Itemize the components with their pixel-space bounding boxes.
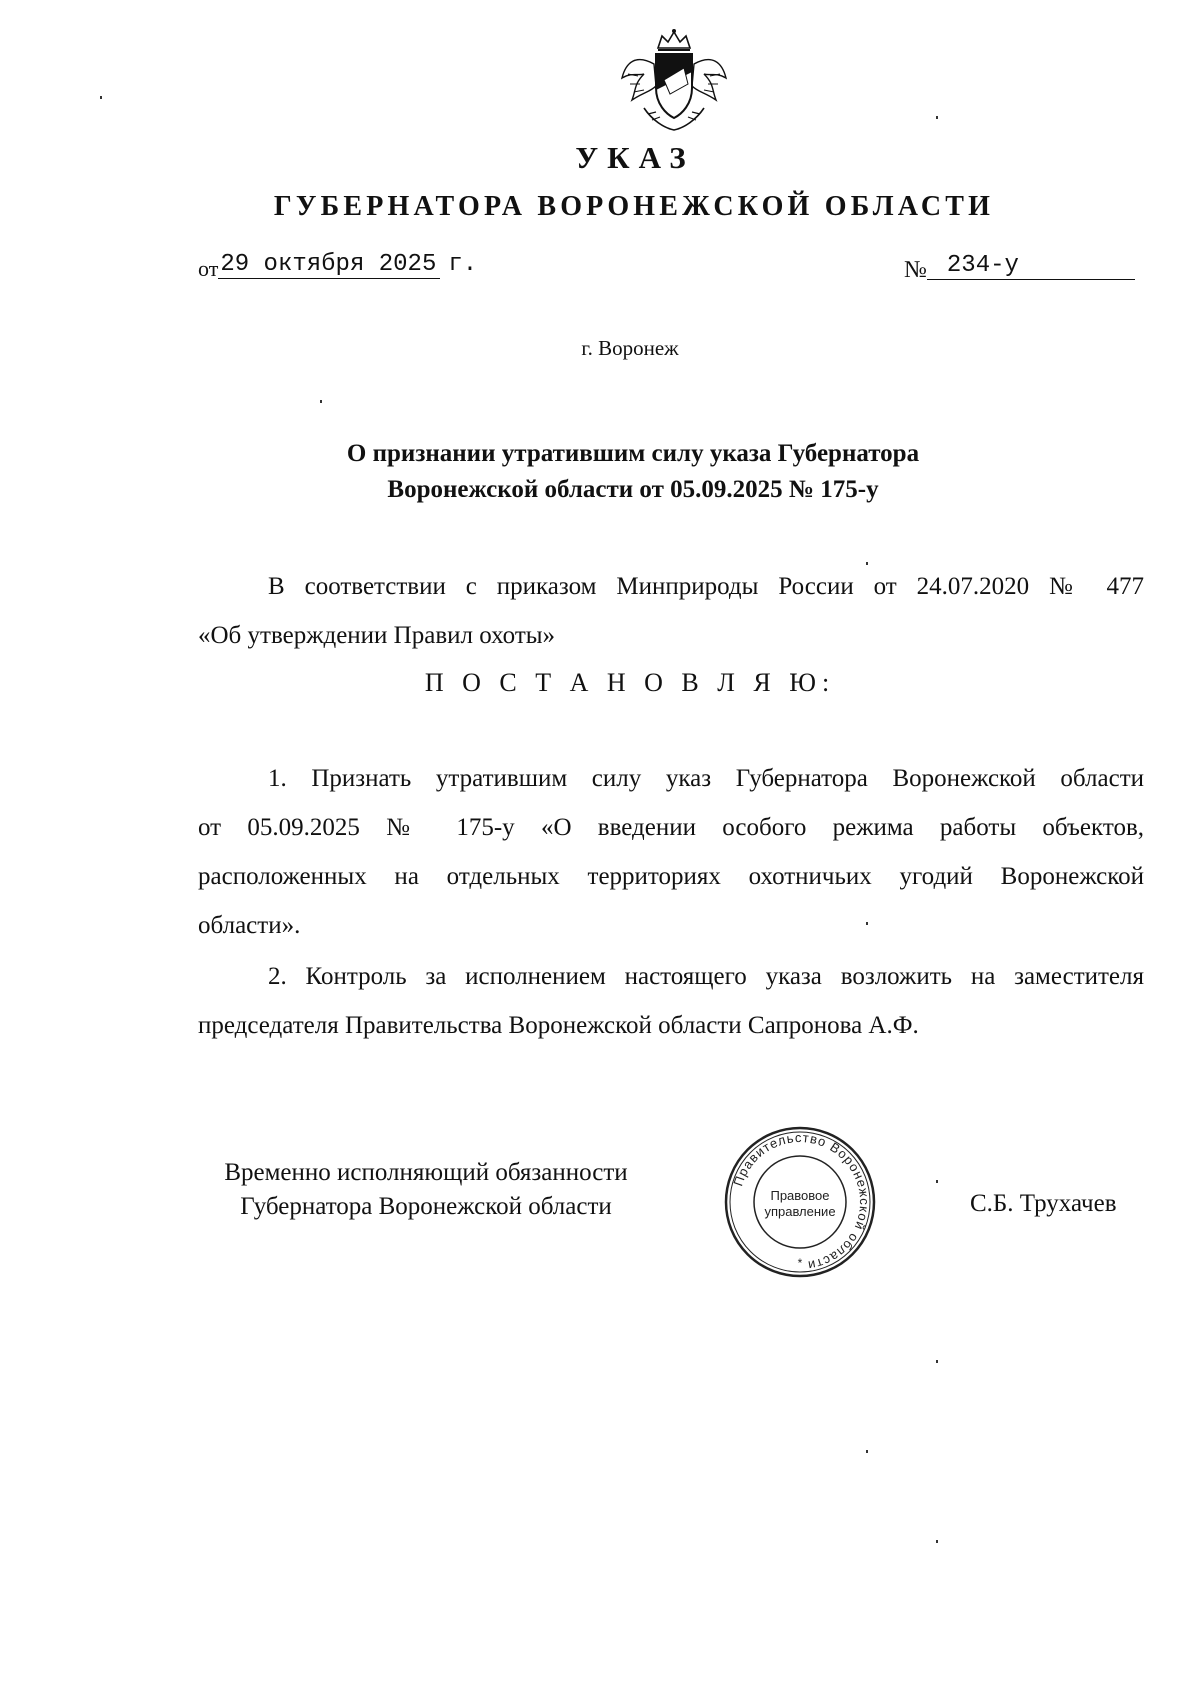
coat-of-arms-emblem: [618, 28, 730, 134]
position-line: Временно исполняющий обязанности: [224, 1159, 628, 1186]
date-line: [198, 250, 477, 282]
document-number: 234-у: [927, 252, 1135, 280]
clause-line: расположенных на отдельных территориях охотничьих угодий Воронежской: [198, 863, 1144, 890]
clause-2: [198, 952, 1144, 1050]
stamp-star: *: [797, 1256, 803, 1270]
stamp-ring-text: Правительство Воронежской области: [730, 1129, 873, 1274]
document-date: 29 октября 2025: [218, 251, 440, 279]
preamble-line: «Об утверждении Правил охоты»: [198, 622, 556, 649]
subject-heading: [0, 436, 1200, 508]
scan-speck: [936, 1540, 938, 1543]
number-line: [904, 252, 1135, 284]
stamp-center-line: Правовое: [770, 1188, 830, 1203]
date-prefix: от: [198, 256, 219, 281]
scan-speck: [866, 562, 868, 565]
scan-speck: [320, 400, 322, 403]
stamp-center-line: управление: [764, 1204, 836, 1219]
clause-line: области».: [198, 912, 301, 939]
preamble-line: В соответствии с приказом Минприроды России от 24.07.2020 № 477: [268, 573, 1144, 600]
clause-line: председателя Правительства Воронежской области Сапронова А.Ф.: [198, 1012, 919, 1039]
city: г. Воронеж: [581, 336, 679, 360]
date-suffix: г.: [448, 251, 478, 278]
clause-line: 1. Признать утратившим силу указ Губернатора Воронежской области: [268, 765, 1144, 792]
subject-line: Воронежской области от 05.09.2025 № 175-у: [387, 476, 879, 503]
clause-line: 2. Контроль за исполнением настоящего указа возложить на заместителя: [268, 963, 1144, 990]
document-subtitle: ГУБЕРНАТОРА ВОРОНЕЖСКОЙ ОБЛАСТИ: [273, 191, 995, 222]
clause-line: от 05.09.2025 № 175-у «О введении особого режима работы объектов,: [198, 814, 1144, 841]
clause-1: [198, 754, 1144, 950]
scan-speck: [866, 922, 868, 925]
scan-speck: [936, 1360, 938, 1363]
number-label: №: [904, 257, 927, 283]
position-line: Губернатора Воронежской области: [240, 1193, 612, 1220]
scan-speck: [866, 1450, 868, 1453]
signatory-name: С.Б. Трухачев: [970, 1190, 1117, 1217]
document-title: УКАЗ: [575, 140, 695, 175]
signatory-position: [196, 1156, 656, 1224]
scan-speck: [100, 96, 102, 99]
scan-speck: [936, 1180, 938, 1183]
preamble: [198, 562, 1144, 660]
official-stamp: [722, 1124, 878, 1280]
subject-line: О признании утратившим силу указа Губернатора: [346, 440, 920, 467]
scan-speck: [936, 116, 938, 119]
decree-word: П О С Т А Н О В Л Я Ю:: [424, 668, 836, 697]
